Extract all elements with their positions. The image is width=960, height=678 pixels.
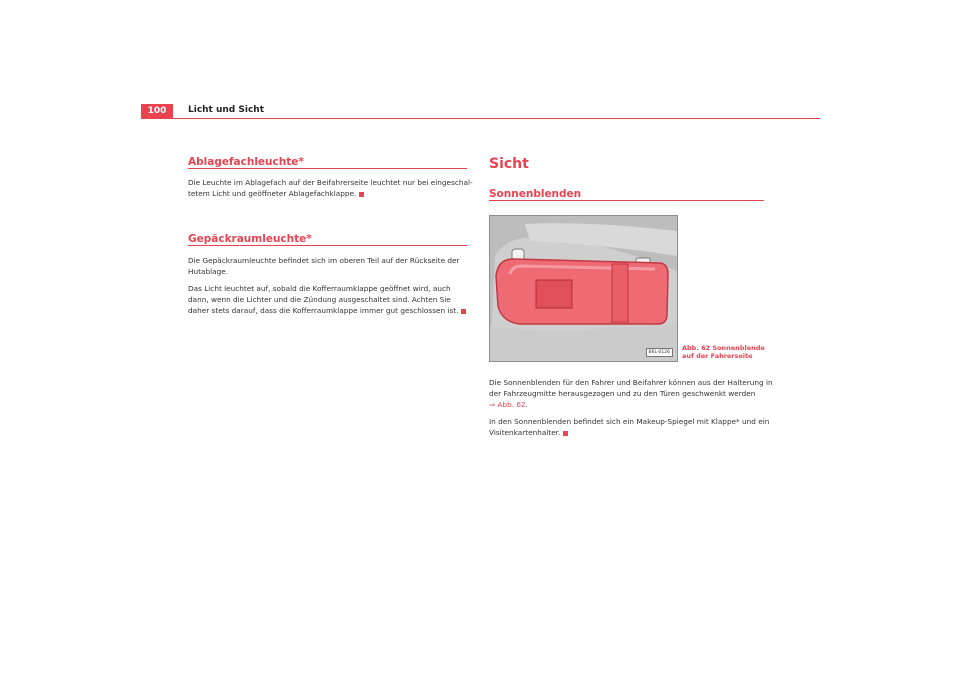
text-line: Das Licht leuchtet auf, sobald die Kofferraumklappe geöffnet wird, auch xyxy=(188,284,451,293)
text-line: Visitenkartenhalter. xyxy=(489,428,561,437)
paragraph-ablagefach xyxy=(188,177,473,199)
page-number: 100 xyxy=(141,104,173,118)
figure-caption xyxy=(682,344,765,360)
paragraph-sonnenblenden-2 xyxy=(489,416,769,438)
caption-line: Abb. 62 Sonnenblende xyxy=(682,344,765,352)
figure-reference-link[interactable]: ⇒ Abb. 62 xyxy=(489,400,526,409)
text-line: . xyxy=(525,400,528,409)
paragraph-gepaeckraum-2 xyxy=(188,283,466,316)
sun-visor-illustration xyxy=(490,216,677,361)
chapter-title: Sicht xyxy=(489,156,529,172)
text-line: Die Leuchte im Ablagefach auf der Beifahrerseite leuchtet nur bei eingeschal- xyxy=(188,178,473,187)
section-heading-rule xyxy=(188,168,467,169)
text-line: Die Gepäckraumleuchte befindet sich im oberen Teil auf der Rückseite der xyxy=(188,256,460,265)
header-divider xyxy=(141,118,820,119)
text-line: der Fahrzeugmitte herausgezogen und zu den Türen geschwenkt werden xyxy=(489,389,756,398)
text-line: In den Sonnenblenden befindet sich ein Makeup-Spiegel mit Klappe* und ein xyxy=(489,417,770,426)
section-heading-ablagefachleuchte: Ablagefachleuchte* xyxy=(188,156,304,168)
end-of-section-marker xyxy=(359,192,364,197)
section-heading-rule xyxy=(188,245,467,246)
paragraph-sonnenblenden-1 xyxy=(489,377,773,410)
running-header-title: Licht und Sicht xyxy=(188,105,264,115)
caption-line: auf der Fahrerseite xyxy=(682,352,753,360)
figure-code-label: B6L-0126 xyxy=(646,348,673,357)
text-line: Hutablage. xyxy=(188,267,229,276)
text-line: daher stets darauf, dass die Kofferraumklappe immer gut geschlossen ist. xyxy=(188,306,459,315)
text-line: Die Sonnenblenden für den Fahrer und Beifahrer können aus der Halterung in xyxy=(489,378,773,387)
section-heading-gepaeckraumleuchte: Gepäckraumleuchte* xyxy=(188,233,312,245)
paragraph-gepaeckraum-1 xyxy=(188,255,460,277)
section-heading-rule xyxy=(489,200,764,201)
text-line: dann, wenn die Lichter und die Zündung ausgeschaltet sind. Achten Sie xyxy=(188,295,451,304)
end-of-section-marker xyxy=(563,431,568,436)
section-heading-sonnenblenden: Sonnenblenden xyxy=(489,188,582,200)
figure-sun-visor xyxy=(489,215,678,362)
end-of-section-marker xyxy=(461,309,466,314)
text-line: tetem Licht und geöffneter Ablagefachklappe. xyxy=(188,189,357,198)
